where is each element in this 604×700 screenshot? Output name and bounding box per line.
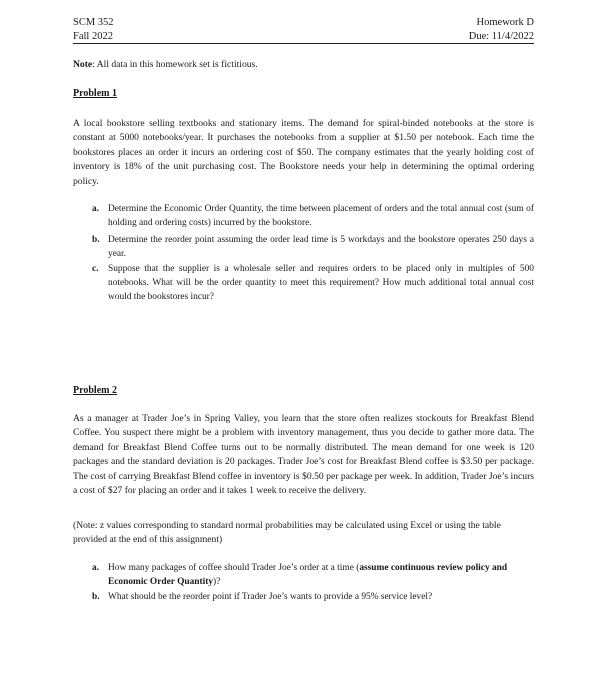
course-code: SCM 352	[73, 17, 114, 28]
problem2-body: As a manager at Trader Joe’s in Spring Valley, you learn that the store often realizes stockouts for Breakfast Blend Coffee. You suspect there might be a problem with inventory management, thus you decide to gather more data. The demand for Breakfast Blend Coffee turns out to be normally distributed. The mean demand for one week is 120 packages and the standard deviation is 20 packages. Trader Joe’s cost for Breakfast Blend coffee is $3.50 per package. The cost of carrying Breakfast Blend coffee in inventory is $0.50 per package per week. In addition, Trader Joe’s incurs a cost of $27 for placing an order and it takes 1 week to receive the delivery.	[73, 413, 534, 497]
problem1-body: A local bookstore selling textbooks and stationary items. The demand for spiral-binded notebooks at the store is constant at 5000 notebooks/year. It purchases the notebooks from a supplier at $1.50 per notebook. Each time the bookstores places an order it incurs an ordering cost of $50. The company estimates that the yearly holding cost of inventory is 18% of the unit purchasing cost. The Bookstore needs your help in determining the optimal ordering policy.	[73, 118, 534, 187]
assignment-title: Homework D	[476, 17, 534, 28]
problem1-item-a: Determine the Economic Order Quantity, the time between placement of orders and the total annual cost (sum of holding and ordering costs) incurred by the bookstore.	[108, 204, 534, 229]
header-rule	[73, 43, 534, 44]
problem1-item-a-label: a.	[92, 204, 100, 214]
problem1-item-c-label: c.	[92, 264, 99, 274]
note-line	[73, 58, 534, 72]
note-label: Note	[73, 59, 93, 70]
problem1-item-b: Determine the reorder point assuming the order lead time is 5 workdays and the bookstore operates 250 days a year.	[108, 235, 534, 260]
note-text: : All data in this homework set is fictitious.	[92, 59, 258, 70]
problem2-item-b-label: b.	[92, 592, 100, 602]
problem2-item-b: What should be the reorder point if Trader Joe’s wants to provide a 95% service level?	[108, 592, 433, 602]
problem1-title: Problem 1	[73, 88, 117, 99]
problem2-item-a-bold: assume continuous review policy and Economic Order Quantity	[108, 563, 508, 588]
problem1-item-b-label: b.	[92, 235, 100, 245]
problem2-item-a	[108, 561, 534, 589]
term: Fall 2022	[73, 31, 113, 42]
problem2-title: Problem 2	[73, 385, 117, 396]
problem1-item-c: Suppose that the supplier is a wholesale seller and requires orders to be placed only in multiples of 500 notebooks. What will be the order quantity to meet this requirement? How much additional total annual cost would the bookstores incur?	[108, 264, 534, 303]
due-date: Due: 11/4/2022	[468, 31, 534, 42]
problem2-item-a-end: )?	[213, 577, 221, 588]
problem2-item-a-label: a.	[92, 563, 100, 573]
problem2-item-a-text: How many packages of coffee should Trader Joe’s order at a time (	[108, 563, 360, 573]
problem2-note: (Note: z values corresponding to standard normal probabilities may be calculated using Excel or using the table provided at the end of this assignment)	[73, 520, 501, 546]
